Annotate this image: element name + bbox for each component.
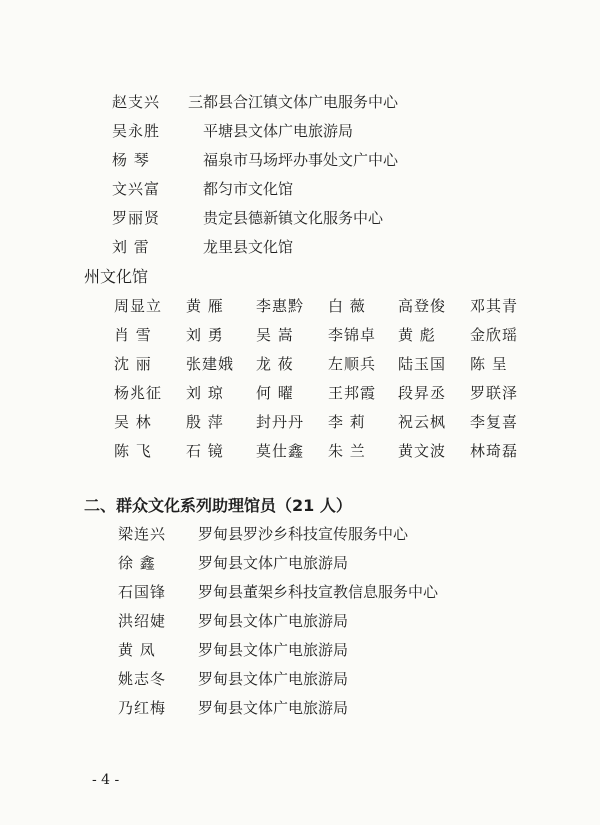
list-item bbox=[118, 696, 518, 720]
list-item bbox=[112, 206, 512, 230]
organization: 罗甸县文体广电旅游局 bbox=[198, 699, 349, 717]
list-item bbox=[112, 148, 512, 172]
person-name: 段昇丞 bbox=[398, 384, 447, 402]
person-name: 李锦卓 bbox=[328, 326, 377, 344]
section-heading-zhou-culture-center: 州文化馆 bbox=[84, 267, 149, 286]
person-name: 何 曜 bbox=[256, 384, 294, 402]
organization: 贵定县德新镇文化服务中心 bbox=[203, 209, 384, 227]
person-name: 吴永胜 bbox=[112, 122, 161, 140]
list-item bbox=[112, 177, 512, 201]
person-name: 邓其青 bbox=[470, 297, 519, 315]
person-name: 沈 丽 bbox=[114, 355, 152, 373]
person-name: 黄文波 bbox=[398, 442, 447, 460]
person-name: 刘 勇 bbox=[186, 326, 224, 344]
person-name: 白 薇 bbox=[328, 297, 366, 315]
person-name: 刘 雷 bbox=[112, 238, 150, 256]
person-name: 金欣瑶 bbox=[470, 326, 519, 344]
organization: 三都县合江镇文体广电服务中心 bbox=[188, 93, 399, 111]
person-name: 陈 呈 bbox=[470, 355, 508, 373]
person-name: 朱 兰 bbox=[328, 442, 366, 460]
list-item bbox=[118, 522, 518, 546]
person-name: 李 莉 bbox=[328, 413, 366, 431]
organization: 罗甸县文体广电旅游局 bbox=[198, 554, 349, 572]
person-name: 封丹丹 bbox=[256, 413, 305, 431]
person-name: 李复喜 bbox=[470, 413, 519, 431]
person-name: 左顺兵 bbox=[328, 355, 377, 373]
person-name: 吴 林 bbox=[114, 413, 152, 431]
person-name: 莫仕鑫 bbox=[256, 442, 305, 460]
list-item bbox=[118, 667, 518, 691]
organization: 罗甸县董架乡科技宣教信息服务中心 bbox=[198, 583, 439, 601]
list-item bbox=[112, 119, 512, 143]
person-name: 杨 琴 bbox=[112, 151, 150, 169]
organization: 龙里县文化馆 bbox=[203, 238, 294, 256]
list-item bbox=[118, 551, 518, 575]
organization: 罗甸县罗沙乡科技宣传服务中心 bbox=[198, 525, 409, 543]
organization: 罗甸县文体广电旅游局 bbox=[198, 641, 349, 659]
person-name: 龙 莜 bbox=[256, 355, 294, 373]
list-item bbox=[118, 609, 518, 633]
person-name: 陈 飞 bbox=[114, 442, 152, 460]
page-number: - 4 - bbox=[92, 772, 120, 788]
person-name: 黄 雁 bbox=[186, 297, 224, 315]
person-name: 周显立 bbox=[114, 297, 163, 315]
person-name: 罗联泽 bbox=[470, 384, 519, 402]
person-name: 高登俊 bbox=[398, 297, 447, 315]
person-name: 乃红梅 bbox=[118, 699, 167, 717]
person-name: 祝云枫 bbox=[398, 413, 447, 431]
person-name: 吴 嵩 bbox=[256, 326, 294, 344]
organization: 罗甸县文体广电旅游局 bbox=[198, 670, 349, 688]
person-name: 李惠黔 bbox=[256, 297, 305, 315]
list-item bbox=[112, 235, 512, 259]
person-name: 杨兆征 bbox=[114, 384, 163, 402]
person-name: 徐 鑫 bbox=[118, 554, 156, 572]
person-name: 石国锋 bbox=[118, 583, 167, 601]
list-item bbox=[118, 638, 518, 662]
person-name: 张建娥 bbox=[186, 355, 235, 373]
person-name: 赵支兴 bbox=[112, 93, 161, 111]
organization: 福泉市马场坪办事处文广中心 bbox=[203, 151, 399, 169]
organization: 平塘县文体广电旅游局 bbox=[203, 122, 354, 140]
organization: 罗甸县文体广电旅游局 bbox=[198, 612, 349, 630]
section-heading-assistant-librarians: 二、群众文化系列助理馆员（21 人） bbox=[84, 496, 352, 515]
person-name: 王邦霞 bbox=[328, 384, 377, 402]
person-name: 罗丽贤 bbox=[112, 209, 161, 227]
person-name: 梁连兴 bbox=[118, 525, 167, 543]
person-name: 刘 琼 bbox=[186, 384, 224, 402]
person-name: 肖 雪 bbox=[114, 326, 152, 344]
person-name: 石 镜 bbox=[186, 442, 224, 460]
person-name: 林琦磊 bbox=[470, 442, 519, 460]
person-name: 文兴富 bbox=[112, 180, 161, 198]
organization: 都匀市文化馆 bbox=[203, 180, 294, 198]
person-name: 姚志冬 bbox=[118, 670, 167, 688]
person-name: 洪绍婕 bbox=[118, 612, 167, 630]
person-name: 陆玉国 bbox=[398, 355, 447, 373]
list-item bbox=[118, 580, 538, 604]
person-name: 黄 彪 bbox=[398, 326, 436, 344]
person-name: 殷 萍 bbox=[186, 413, 224, 431]
person-name: 黄 凤 bbox=[118, 641, 156, 659]
list-item bbox=[112, 90, 512, 114]
